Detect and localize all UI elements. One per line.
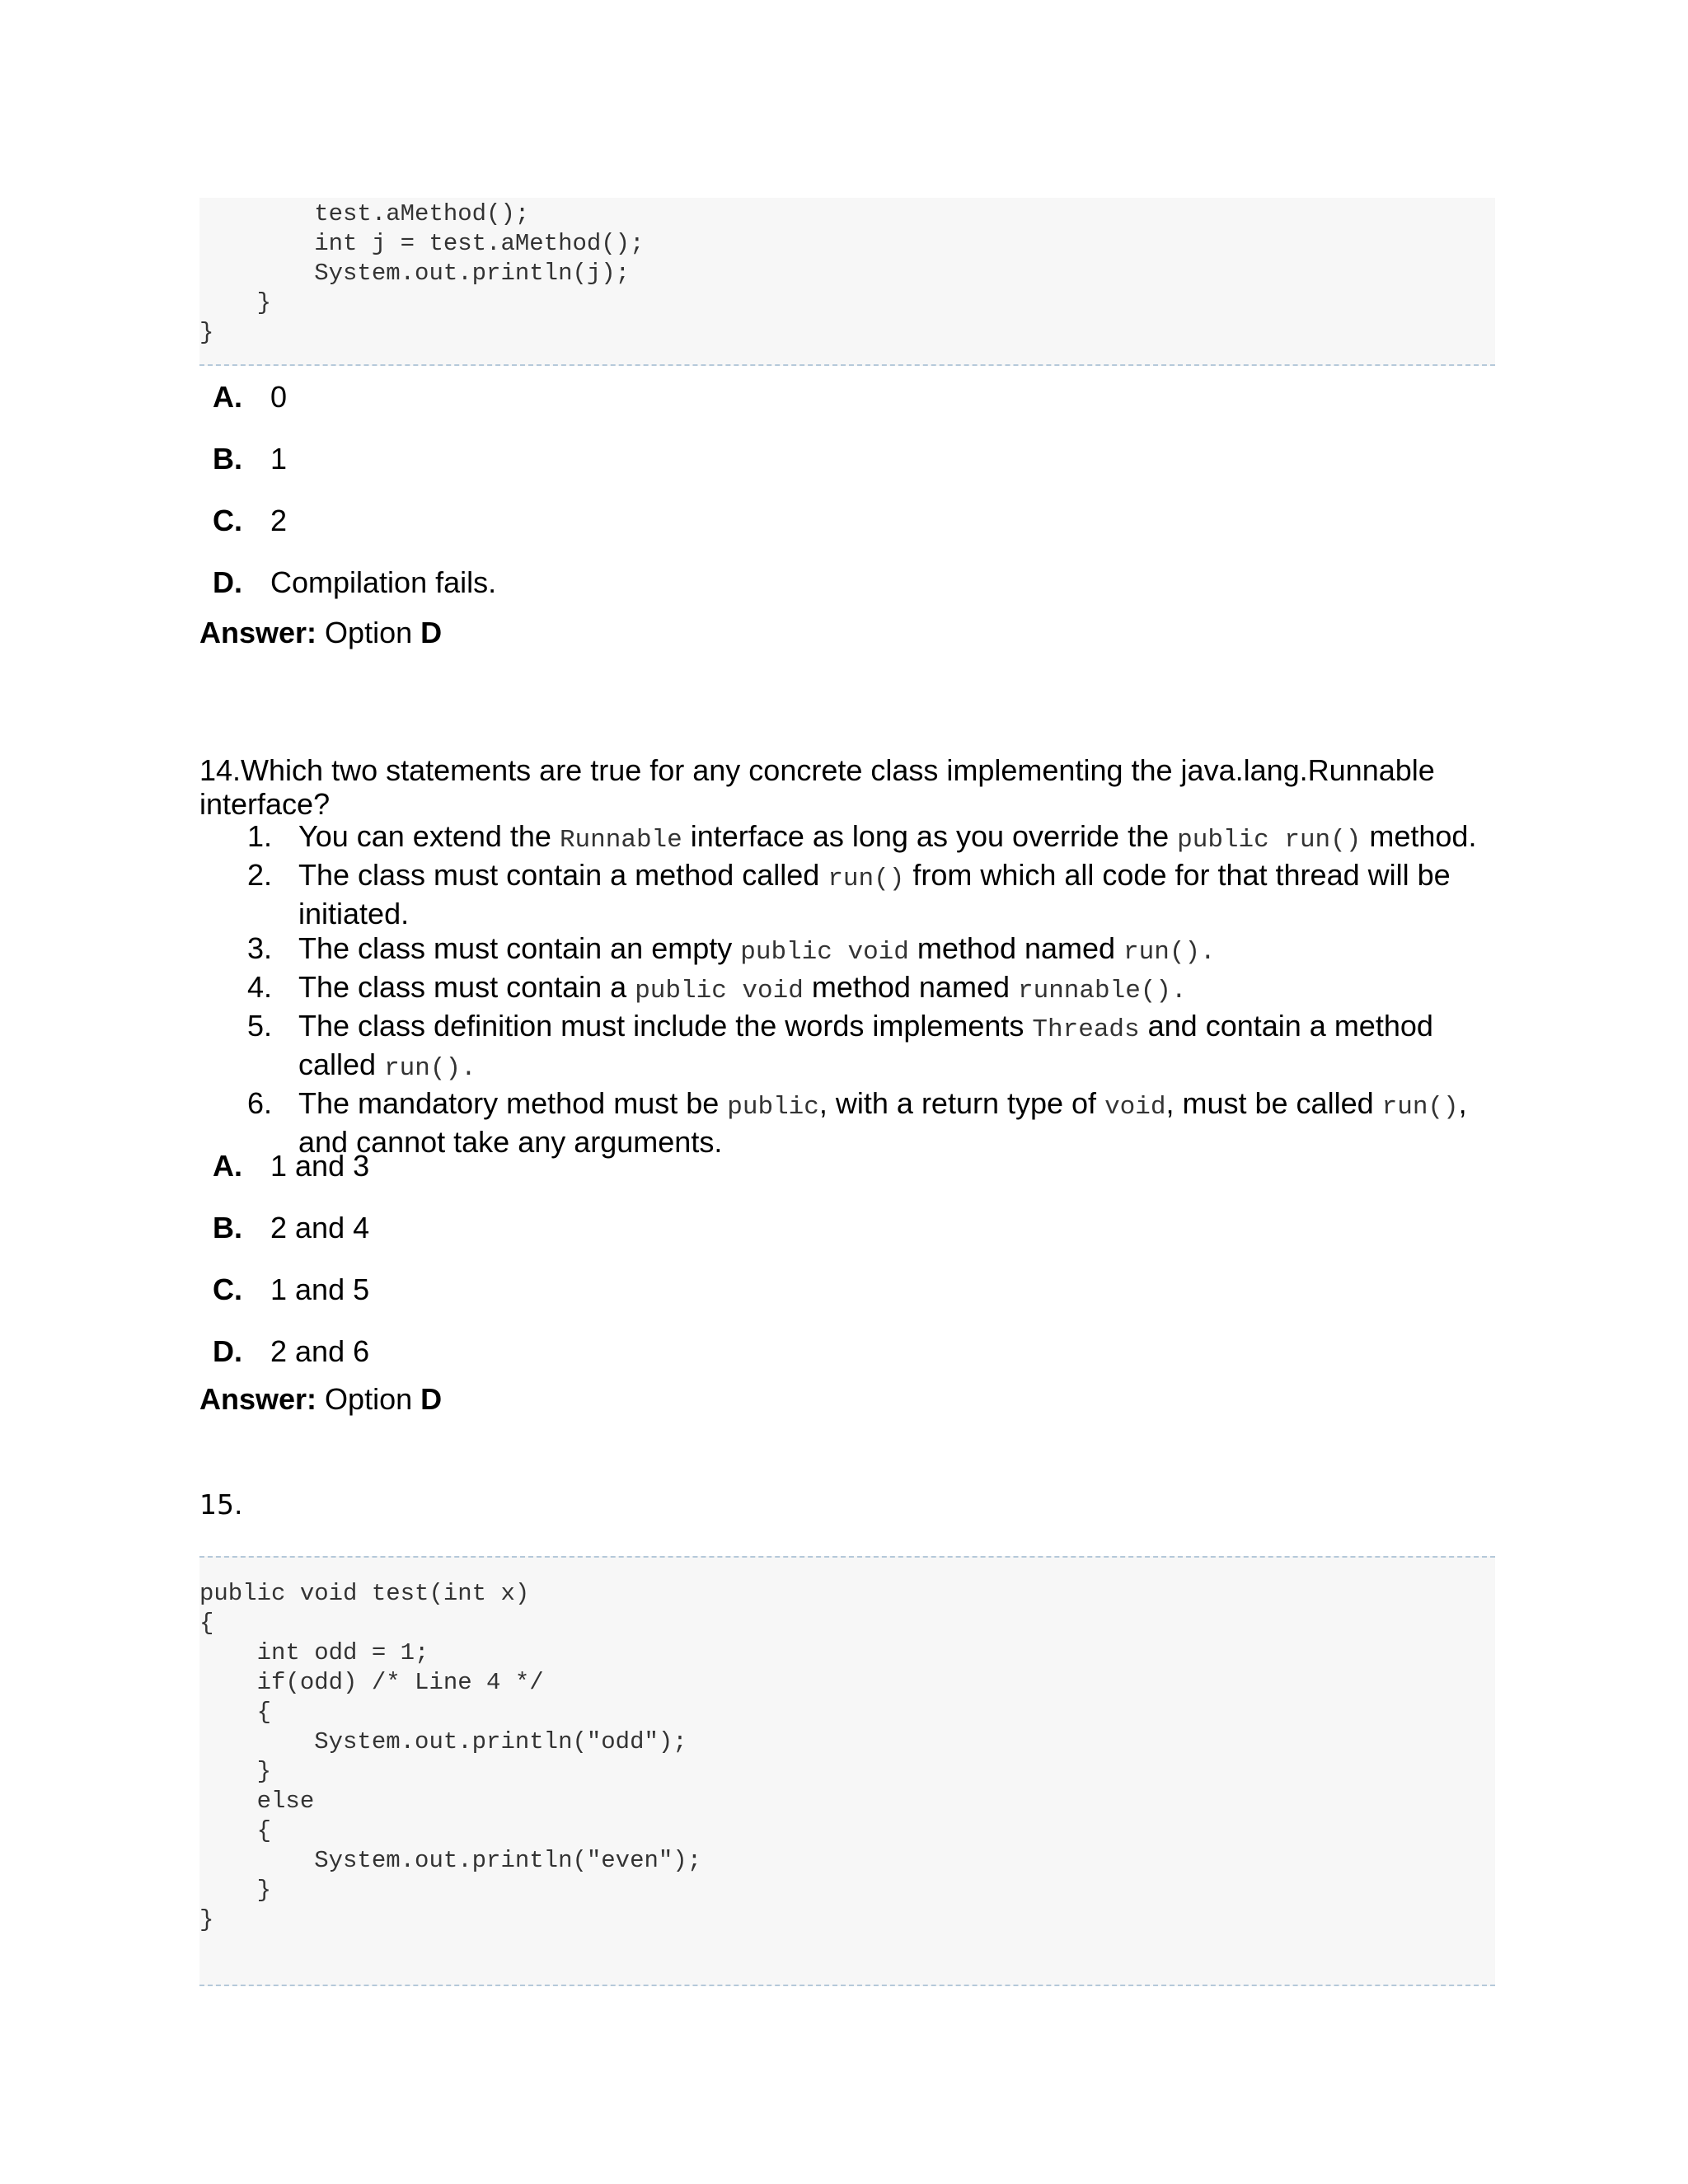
q14-answer: Answer: Option D bbox=[199, 1382, 443, 1416]
statement-text: from which all code for that thread will be initiated. bbox=[298, 858, 1451, 930]
statement-text: You can extend the bbox=[298, 819, 560, 853]
answer-option bbox=[213, 1272, 369, 1308]
statement-text: The class must contain a bbox=[298, 970, 635, 1004]
statement-number: 5. bbox=[247, 1009, 273, 1043]
code-line: else bbox=[199, 1788, 315, 1815]
code-line: System.out.println("odd"); bbox=[199, 1728, 687, 1755]
code-line: public void test(int x) bbox=[199, 1580, 530, 1607]
answer-option bbox=[213, 1210, 369, 1246]
code-line: int j = test.aMethod(); bbox=[199, 230, 645, 257]
q14-question: 14.Which two statements are true for any concrete class implementing the java.lang.Runnable interface? bbox=[199, 753, 1435, 821]
inline-code: run() bbox=[1381, 1093, 1459, 1122]
inline-code: Threads bbox=[1032, 1015, 1140, 1044]
option-letter: A. bbox=[213, 380, 242, 414]
inline-code: void bbox=[1104, 1093, 1166, 1122]
code-line: test.aMethod(); bbox=[199, 200, 530, 227]
option-letter: D. bbox=[213, 1334, 242, 1368]
option-text: 1 and 3 bbox=[270, 1149, 370, 1183]
code-line: { bbox=[199, 1699, 272, 1726]
q14-statements bbox=[199, 819, 1502, 1160]
inline-code: run(). bbox=[1123, 938, 1216, 967]
answer-option bbox=[213, 1333, 369, 1370]
statement-text: The class must contain a method called bbox=[298, 858, 828, 892]
code-line: } bbox=[199, 1877, 272, 1904]
code-line: } bbox=[199, 1906, 214, 1933]
statement-text: The class definition must include the words implements bbox=[298, 1009, 1033, 1043]
option-text: Compilation fails. bbox=[270, 565, 497, 599]
option-letter: C. bbox=[213, 1272, 242, 1306]
code-line: System.out.println(j); bbox=[199, 260, 631, 287]
statement-item bbox=[199, 858, 1502, 931]
statement-text: , with a return type of bbox=[818, 1086, 1105, 1120]
statement-text: interface as long as you override the bbox=[682, 819, 1178, 853]
option-text: 0 bbox=[270, 380, 288, 414]
code-listing bbox=[199, 1579, 1495, 1935]
inline-code: public bbox=[727, 1093, 819, 1122]
option-letter: B. bbox=[213, 1211, 242, 1244]
inline-code: Runnable bbox=[559, 826, 682, 855]
answer-option bbox=[213, 503, 287, 539]
option-letter: D. bbox=[213, 565, 242, 599]
code-line: { bbox=[199, 1817, 272, 1844]
statement-text: , must be called bbox=[1165, 1086, 1382, 1120]
code-line: } bbox=[199, 1758, 272, 1785]
q15-number: 15. bbox=[199, 1488, 243, 1521]
inline-code: run(). bbox=[384, 1054, 476, 1083]
option-letter: B. bbox=[213, 442, 242, 476]
inline-code: runnable(). bbox=[1017, 977, 1187, 1005]
statement-text: , and cannot take any arguments. bbox=[298, 1086, 1467, 1159]
option-text: 2 bbox=[270, 504, 288, 537]
statement-text: method. bbox=[1361, 819, 1477, 853]
answer-option bbox=[213, 379, 287, 415]
code-listing bbox=[199, 199, 1495, 348]
inline-code: public run() bbox=[1177, 826, 1362, 855]
statement-number: 3. bbox=[247, 931, 273, 965]
code-block-q13 bbox=[199, 198, 1495, 366]
code-line: if(odd) /* Line 4 */ bbox=[199, 1669, 544, 1696]
statement-item bbox=[199, 1009, 1502, 1086]
statement-text: The mandatory method must be bbox=[298, 1086, 728, 1120]
statement-text: The class must contain an empty bbox=[298, 931, 741, 965]
option-letter: C. bbox=[213, 504, 242, 537]
statement-item bbox=[199, 819, 1502, 858]
option-text: 2 and 4 bbox=[270, 1211, 370, 1244]
statement-item bbox=[199, 1086, 1502, 1160]
code-line: { bbox=[199, 1610, 214, 1637]
statement-number: 6. bbox=[247, 1086, 273, 1120]
statement-item bbox=[199, 931, 1502, 970]
option-text: 1 bbox=[270, 442, 288, 476]
code-line: } bbox=[199, 319, 214, 346]
statement-number: 4. bbox=[247, 970, 273, 1004]
option-text: 1 and 5 bbox=[270, 1272, 370, 1306]
code-block-q15 bbox=[199, 1556, 1495, 1986]
code-line: int odd = 1; bbox=[199, 1639, 429, 1666]
answer-option bbox=[213, 1148, 369, 1184]
statement-number: 1. bbox=[247, 819, 273, 853]
inline-code: run() bbox=[828, 865, 905, 893]
q13-answer: Answer: Option D bbox=[199, 616, 443, 649]
statement-item bbox=[199, 970, 1502, 1009]
statement-text: method named bbox=[803, 970, 1018, 1004]
statement-number: 2. bbox=[247, 858, 273, 892]
statement-text: and contain a method called bbox=[298, 1009, 1433, 1081]
code-line: } bbox=[199, 289, 272, 316]
inline-code: public void bbox=[740, 938, 909, 967]
statement-text: method named bbox=[908, 931, 1124, 965]
code-line: System.out.println("even"); bbox=[199, 1847, 702, 1874]
answer-option bbox=[213, 441, 287, 477]
inline-code: public void bbox=[635, 977, 804, 1005]
option-text: 2 and 6 bbox=[270, 1334, 370, 1368]
answer-option bbox=[213, 565, 496, 601]
option-letter: A. bbox=[213, 1149, 242, 1183]
